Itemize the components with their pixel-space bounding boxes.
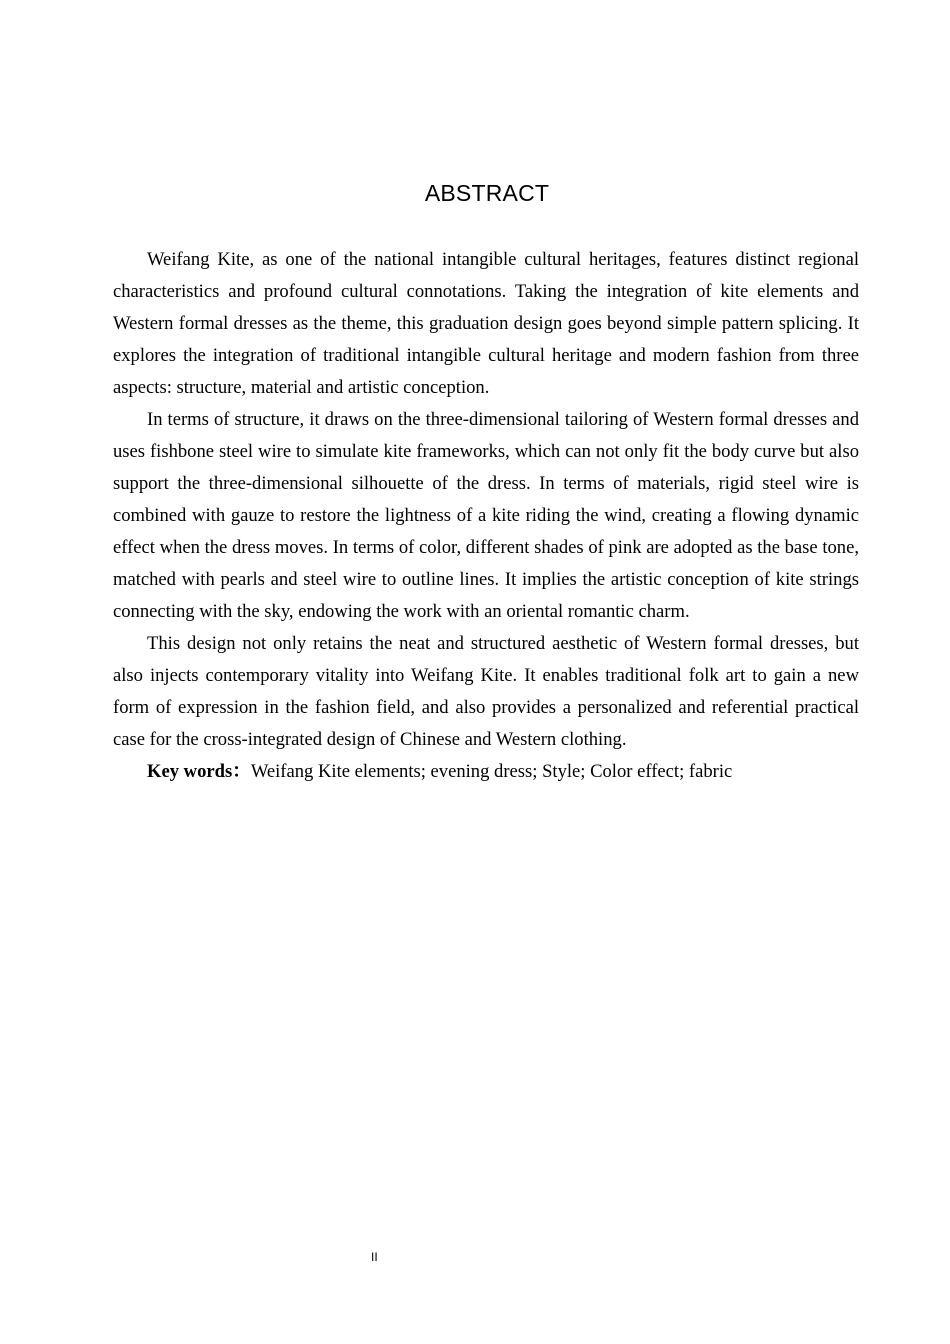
abstract-paragraph-3: This design not only retains the neat and structured aesthetic of Western formal dresses, but also injects contemporary vitality into Weifang Kite. It enables traditional folk art to gain a new form of expression in the fashion field, and also provides a personalized and referential practical case for the cross-integrated design of Chinese and Western clothing.	[113, 633, 859, 750]
keywords-label: Key words：	[147, 761, 251, 782]
abstract-title: ABSTRACT	[424, 180, 550, 206]
abstract-paragraph-1: Weifang Kite, as one of the national intangible cultural heritages, features distinct regional characteristics and profound cultural connotations. Taking the integration of kite elements and Western formal dresses as the theme, this graduation design goes beyond simple pattern splicing. It explores the integration of traditional intangible cultural heritage and modern fashion from three aspects: structure, material and artistic conception.	[113, 249, 859, 398]
abstract-body	[113, 244, 859, 788]
keywords-text: Weifang Kite elements; evening dress; Style; Color effect; fabric	[250, 761, 733, 782]
keywords-line	[113, 756, 859, 788]
page-number: II	[371, 1250, 378, 1264]
abstract-paragraph-2: In terms of structure, it draws on the three-dimensional tailoring of Western formal dresses and uses fishbone steel wire to simulate kite frameworks, which can not only fit the body curve but also support the three-dimensional silhouette of the dress. In terms of materials, rigid steel wire is combined with gauze to restore the lightness of a kite riding the wind, creating a flowing dynamic effect when the dress moves. In terms of color, different shades of pink are adopted as the base tone, matched with pearls and steel wire to outline lines. It implies the artistic conception of kite strings connecting with the sky, endowing the work with an oriental romantic charm.	[113, 409, 859, 622]
